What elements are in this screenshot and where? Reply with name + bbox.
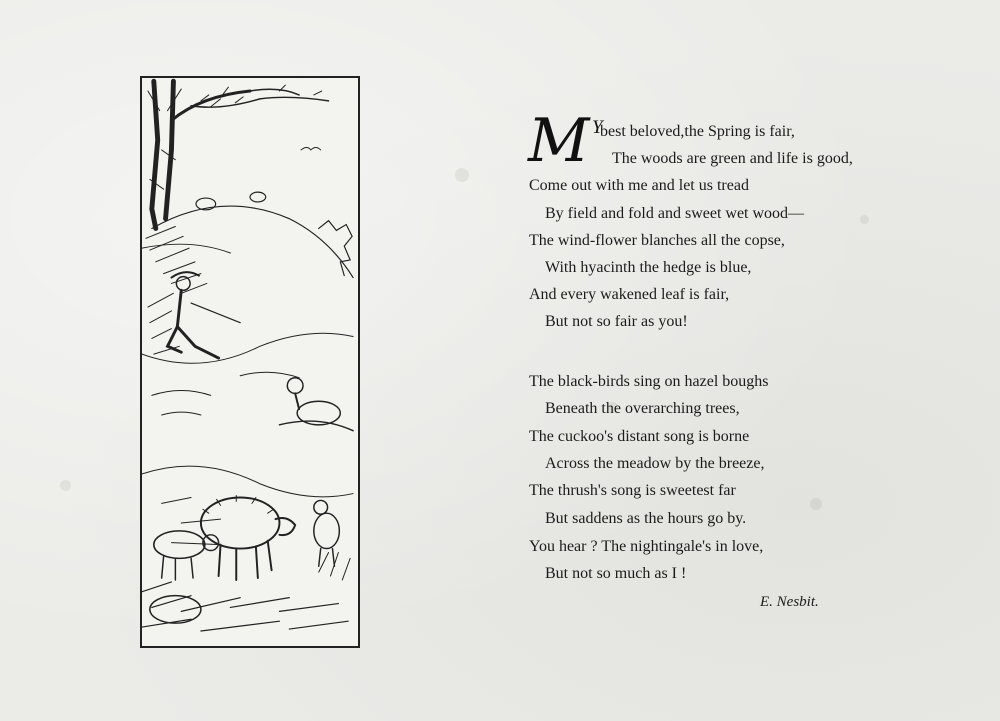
paper-stain: [860, 215, 869, 224]
paper-stain: [810, 498, 822, 510]
poem-line: By field and fold and sweet wet wood—: [545, 205, 805, 222]
poem-line: Beneath the overarching trees,: [545, 400, 740, 417]
poem-line: The cuckoo's distant song is borne: [529, 428, 750, 445]
poem-line: But saddens as the hours go by.: [545, 510, 747, 527]
poem-line: With hyacinth the hedge is blue,: [545, 259, 752, 276]
poem-line: The wind-flower blanches all the copse,: [529, 232, 785, 249]
drop-cap-tail: Y: [592, 117, 603, 138]
poem-line: You hear ? The nightingale's in love,: [529, 538, 764, 555]
author-signature: E. Nesbit.: [760, 594, 819, 610]
poem-line: But not so much as I !: [545, 565, 687, 582]
poem-line: And every wakened leaf is fair,: [529, 286, 730, 303]
poem-line: The thrush's song is sweetest far: [529, 482, 736, 499]
poem-line: Come out with me and let us tread: [529, 177, 749, 194]
poem-line: Across the meadow by the breeze,: [545, 455, 765, 472]
poem-line: best beloved,the Spring is fair,: [600, 123, 795, 140]
paper-stain: [455, 168, 469, 182]
poem-line: The black-birds sing on hazel boughs: [529, 373, 769, 390]
paper-stain: [60, 480, 71, 491]
poem-line: The woods are green and life is good,: [612, 150, 853, 167]
drop-cap-letter: M: [528, 106, 590, 176]
poem-line: But not so fair as you!: [545, 313, 688, 330]
pastoral-illustration: [140, 76, 360, 648]
illustration-drawing: [142, 78, 358, 646]
